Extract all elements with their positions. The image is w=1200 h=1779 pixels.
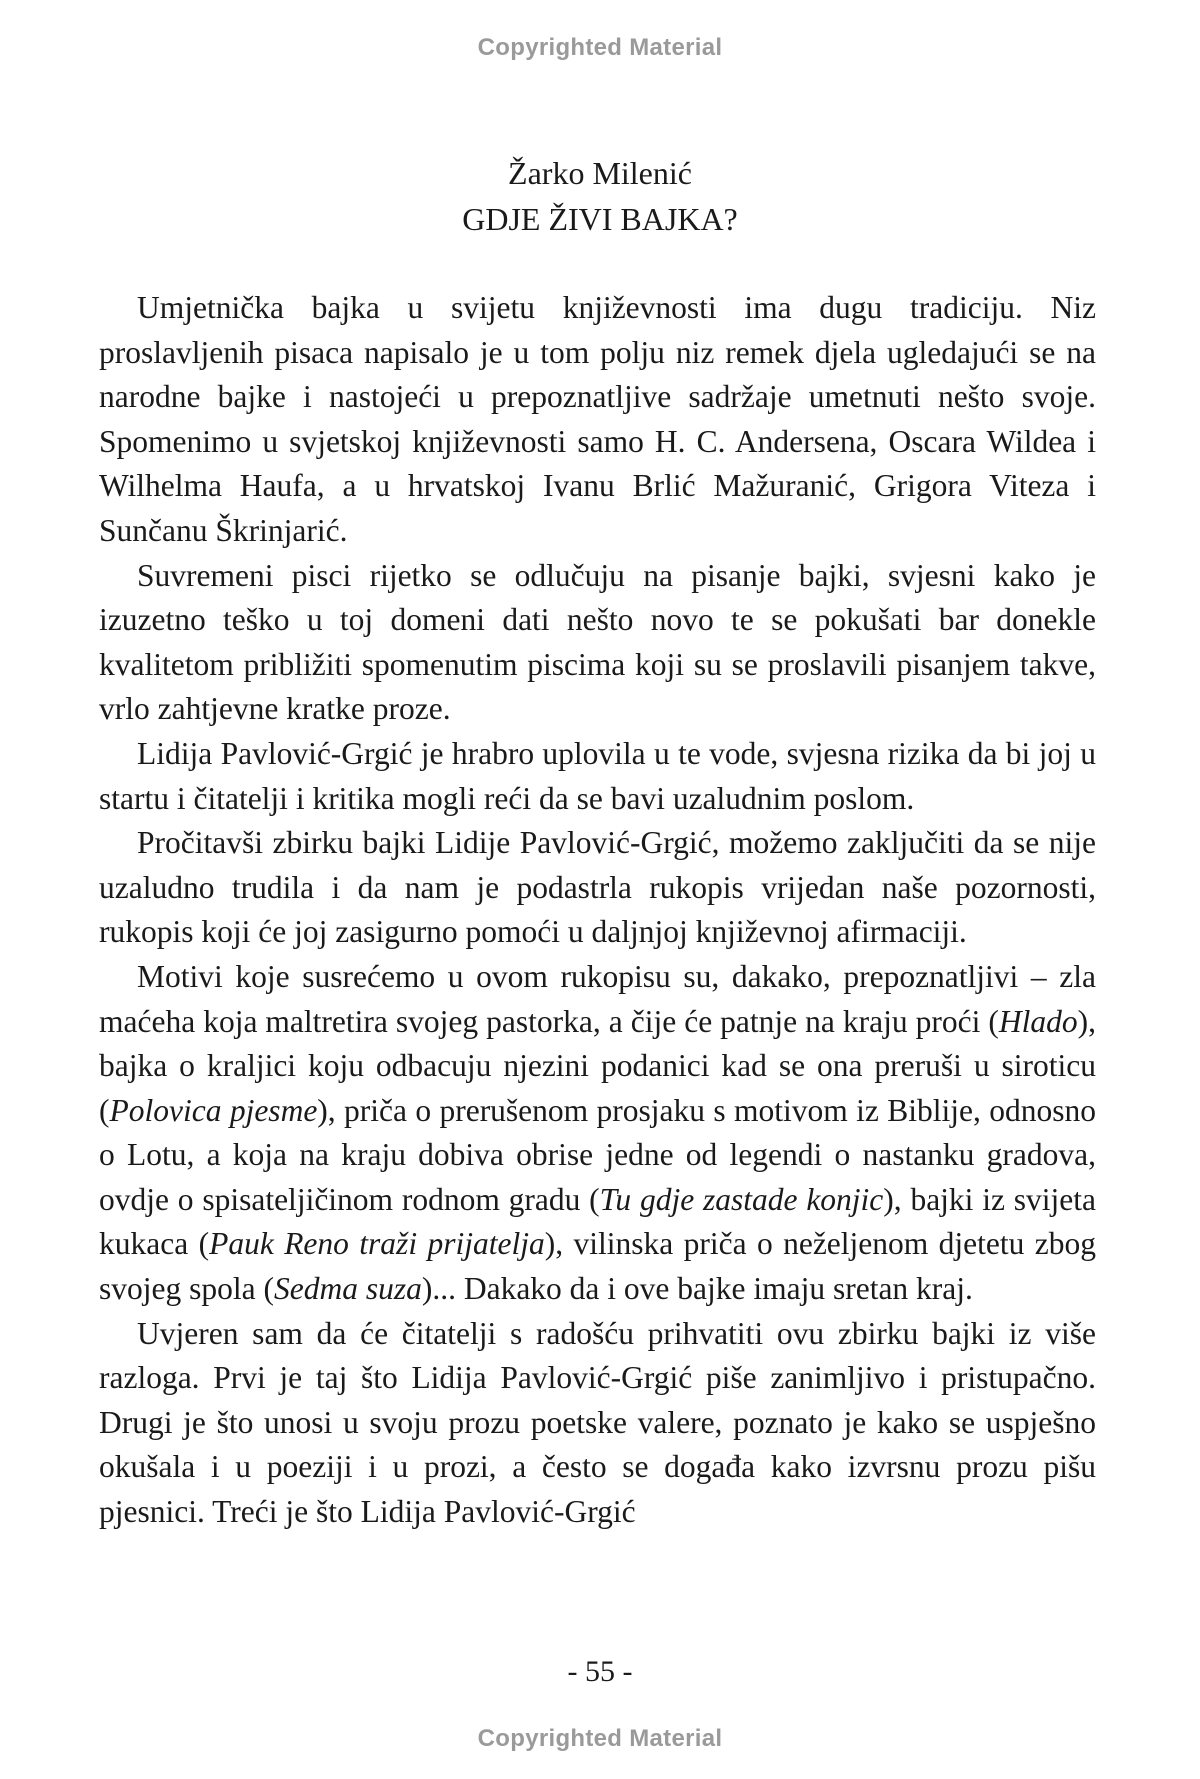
paragraph-5 <box>99 955 1096 1312</box>
book-title: Hlado <box>998 1003 1078 1039</box>
paragraph-2 <box>99 554 1096 732</box>
text-segment: Umjetnička bajka u svijetu književnosti ima dugu tradiciju. Niz proslavljenih pisaca napisalo je u tom polju niz remek djela ugledajući se na narodne bajke i nastojeći u prepoznatljive sadržaje umetnuti nešto svoje. Spomenimo u svjetskoj književnosti samo H. C. Andersena, Oscara Wildea i Wilhelma Haufa, a u hrvatskoj Ivanu Brlić Mažuranić, Grigora Viteza i Sunčanu Škrinjarić. <box>99 290 1096 548</box>
paragraph-6 <box>99 1312 1096 1535</box>
book-title: Sedma suza <box>273 1271 422 1307</box>
paragraph-4 <box>99 821 1096 955</box>
essay-title: GDJE ŽIVI BAJKA? <box>462 201 738 237</box>
text-segment: Motivi koje susrećemo u ovom rukopisu su, dakako, prepoznatljivi – zla maćeha koja maltretira svojeg pastorka, a čije će patnje na kraju proći ( <box>99 958 1096 1039</box>
book-title: Pauk Reno traži prijatelja <box>209 1226 545 1262</box>
watermark-bottom: Copyrighted Material <box>477 1725 723 1752</box>
book-title: Tu gdje zastade konjic <box>599 1181 884 1217</box>
text-segment: ), bajki iz svijeta kukaca ( <box>99 1181 1096 1262</box>
text-segment: ), vilinska priča o neželjenom djetetu zbog svojeg spola ( <box>99 1226 1096 1307</box>
text-segment: Suvremeni pisci rijetko se odlučuju na pisanje bajki, svjesni kako je izuzetno teško u toj domeni dati nešto novo te se pokušati bar donekle kvalitetom približiti spomenutim piscima koji su se proslavili pisanjem takve, vrlo zahtjevne kratke proze. <box>99 557 1096 727</box>
watermark-top: Copyrighted Material <box>477 34 723 61</box>
text-segment: Pročitavši zbirku bajki Lidije Pavlović-Grgić, možemo zaključiti da se nije uzaludno trudila i da nam je podastrla rukopis vrijedan naše pozornosti, rukopis koji će joj zasigurno pomoći u daljnjoj književnoj afirmaciji. <box>99 825 1096 950</box>
text-segment: ), priča o prerušenom prosjaku s motivom iz Biblije, odnosno o Lotu, a koja na kraju dobiva obrise jedne od legendi o nastanku gradova, ovdje o spisateljičinom rodnom gradu ( <box>99 1092 1096 1217</box>
page-number: - 55 - <box>567 1655 633 1688</box>
heading <box>0 150 1200 242</box>
text-segment: )... Dakako da i ove bajke imaju sretan kraj. <box>421 1271 973 1307</box>
text-segment: Lidija Pavlović-Grgić je hrabro uplovila u te vode, svjesna rizika da bi joj u startu i čitatelji i kritika mogli reći da se bavi uzaludnim poslom. <box>99 735 1096 816</box>
paragraph-1 <box>99 286 1096 554</box>
author-name: Žarko Milenić <box>508 155 692 191</box>
book-title: Polovica pjesme <box>109 1092 318 1128</box>
text-segment: Uvjeren sam da će čitatelji s radošću prihvatiti ovu zbirku bajki iz više razloga. Prvi je taj što Lidija Pavlović-Grgić piše zanimljivo i pristupačno. Drugi je što unosi u svoju prozu poetske valere, poznato je kako se uspješno okušala i u poeziji i u prozi, a često se događa kako izvrsnu prozu pišu pjesnici. Treći je što Lidija Pavlović-Grgić <box>99 1315 1096 1530</box>
paragraph-3 <box>99 732 1096 821</box>
text-segment: ), bajka o kraljici koju odbacuju njezini podanici kad se ona preruši u siroticu ( <box>99 1003 1096 1128</box>
body-text <box>99 286 1096 1535</box>
